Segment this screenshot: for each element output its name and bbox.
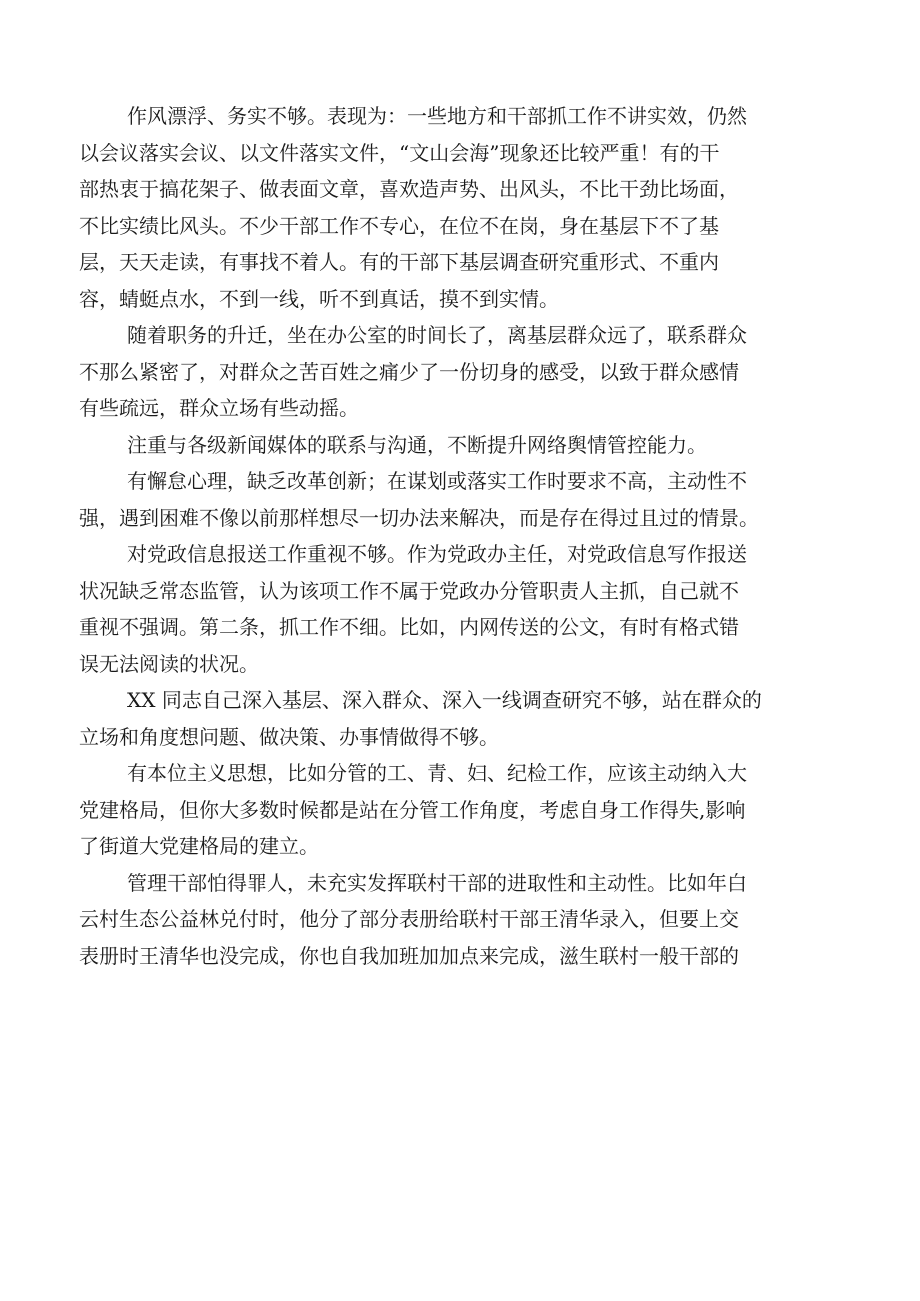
text-line: 有懈怠心理，缺乏改革创新；在谋划或落实工作时要求不高，主动性不 (127, 469, 747, 493)
paragraph-cadre-management (79, 865, 859, 975)
document-body (79, 98, 859, 974)
text-line: 云村生态公益林兑付时，他分了部分表册给联村干部王清华录入，但要上交 (79, 907, 739, 931)
text-line: XX 同志自己深入基层、深入群众、深入一线调查研究不够，站在群众的 (127, 688, 762, 712)
text-line: 随着职务的升迁，坐在办公室的时间长了，离基层群众远了，联系群众 (127, 323, 747, 347)
text-line: 容，蜻蜓点水，不到一线，听不到真话，摸不到实情。 (79, 286, 559, 311)
text-line: 有些疏远，群众立场有些动摇。 (79, 396, 359, 420)
text-line: 表册时王清华也没完成，你也自我加班加加点来完成，滋生联村一般干部的 (79, 943, 739, 968)
paragraph-info-report (79, 536, 859, 682)
text-line: 不那么紧密了，对群众之苦百姓之痛少了一份切身的感受，以致于群众感情 (79, 359, 739, 384)
text-line: 层，天天走读，有事找不着人。有的干部下基层调查研究重形式、不重内 (79, 250, 719, 274)
text-line: 有本位主义思想，比如分管的工、青、妇、纪检工作，应该主动纳入大 (127, 761, 747, 785)
text-line: 对党政信息报送工作重视不够。作为党政办主任，对党政信息写作报送 (127, 542, 747, 566)
text-line: 注重与各级新闻媒体的联系与沟通，不断提升网络舆情管控能力。 (127, 432, 707, 457)
paragraph-slack (79, 463, 859, 536)
text-line: 党建格局，但你大多数时候都是站在分管工作角度，考虑自身工作得失,影响 (79, 797, 746, 822)
text-line: 以会议落实会议、以文件落实文件，“文山会海”现象还比较严重！有的干 (79, 140, 720, 165)
text-line: 管理干部怕得罪人，未充实发挥联村干部的进取性和主动性。比如年白 (127, 870, 747, 895)
text-line: 了街道大党建格局的建立。 (79, 834, 319, 858)
paragraph-grassroots (79, 682, 859, 755)
text-line: 误无法阅读的状况。 (79, 651, 259, 676)
text-line: 重视不强调。第二条，抓工作不细。比如，内网传送的公文，有时有格式错 (79, 615, 739, 639)
paragraph-departmentalism (79, 755, 859, 865)
text-line: 立场和角度想问题、做决策、办事情做得不够。 (79, 724, 499, 749)
paragraph-media (79, 427, 859, 464)
text-line: 不比实绩比风头。不少干部工作不专心，在位不在岗，身在基层下不了基 (79, 213, 719, 238)
paragraph-work-style (79, 98, 859, 317)
text-line: 状况缺乏常态监管，认为该项工作不属于党政办分管职责人主抓，自己就不 (79, 578, 739, 603)
text-line: 作风漂浮、务实不够。表现为：一些地方和干部抓工作不讲实效，仍然 (127, 104, 747, 128)
text-line: 强，遇到困难不像以前那样想尽一切办法来解决，而是存在得过且过的情景。 (79, 505, 759, 530)
paragraph-promotion (79, 317, 859, 427)
text-line: 部热衷于搞花架子、做表面文章，喜欢造声势、出风头，不比干劲比场面， (79, 177, 739, 201)
